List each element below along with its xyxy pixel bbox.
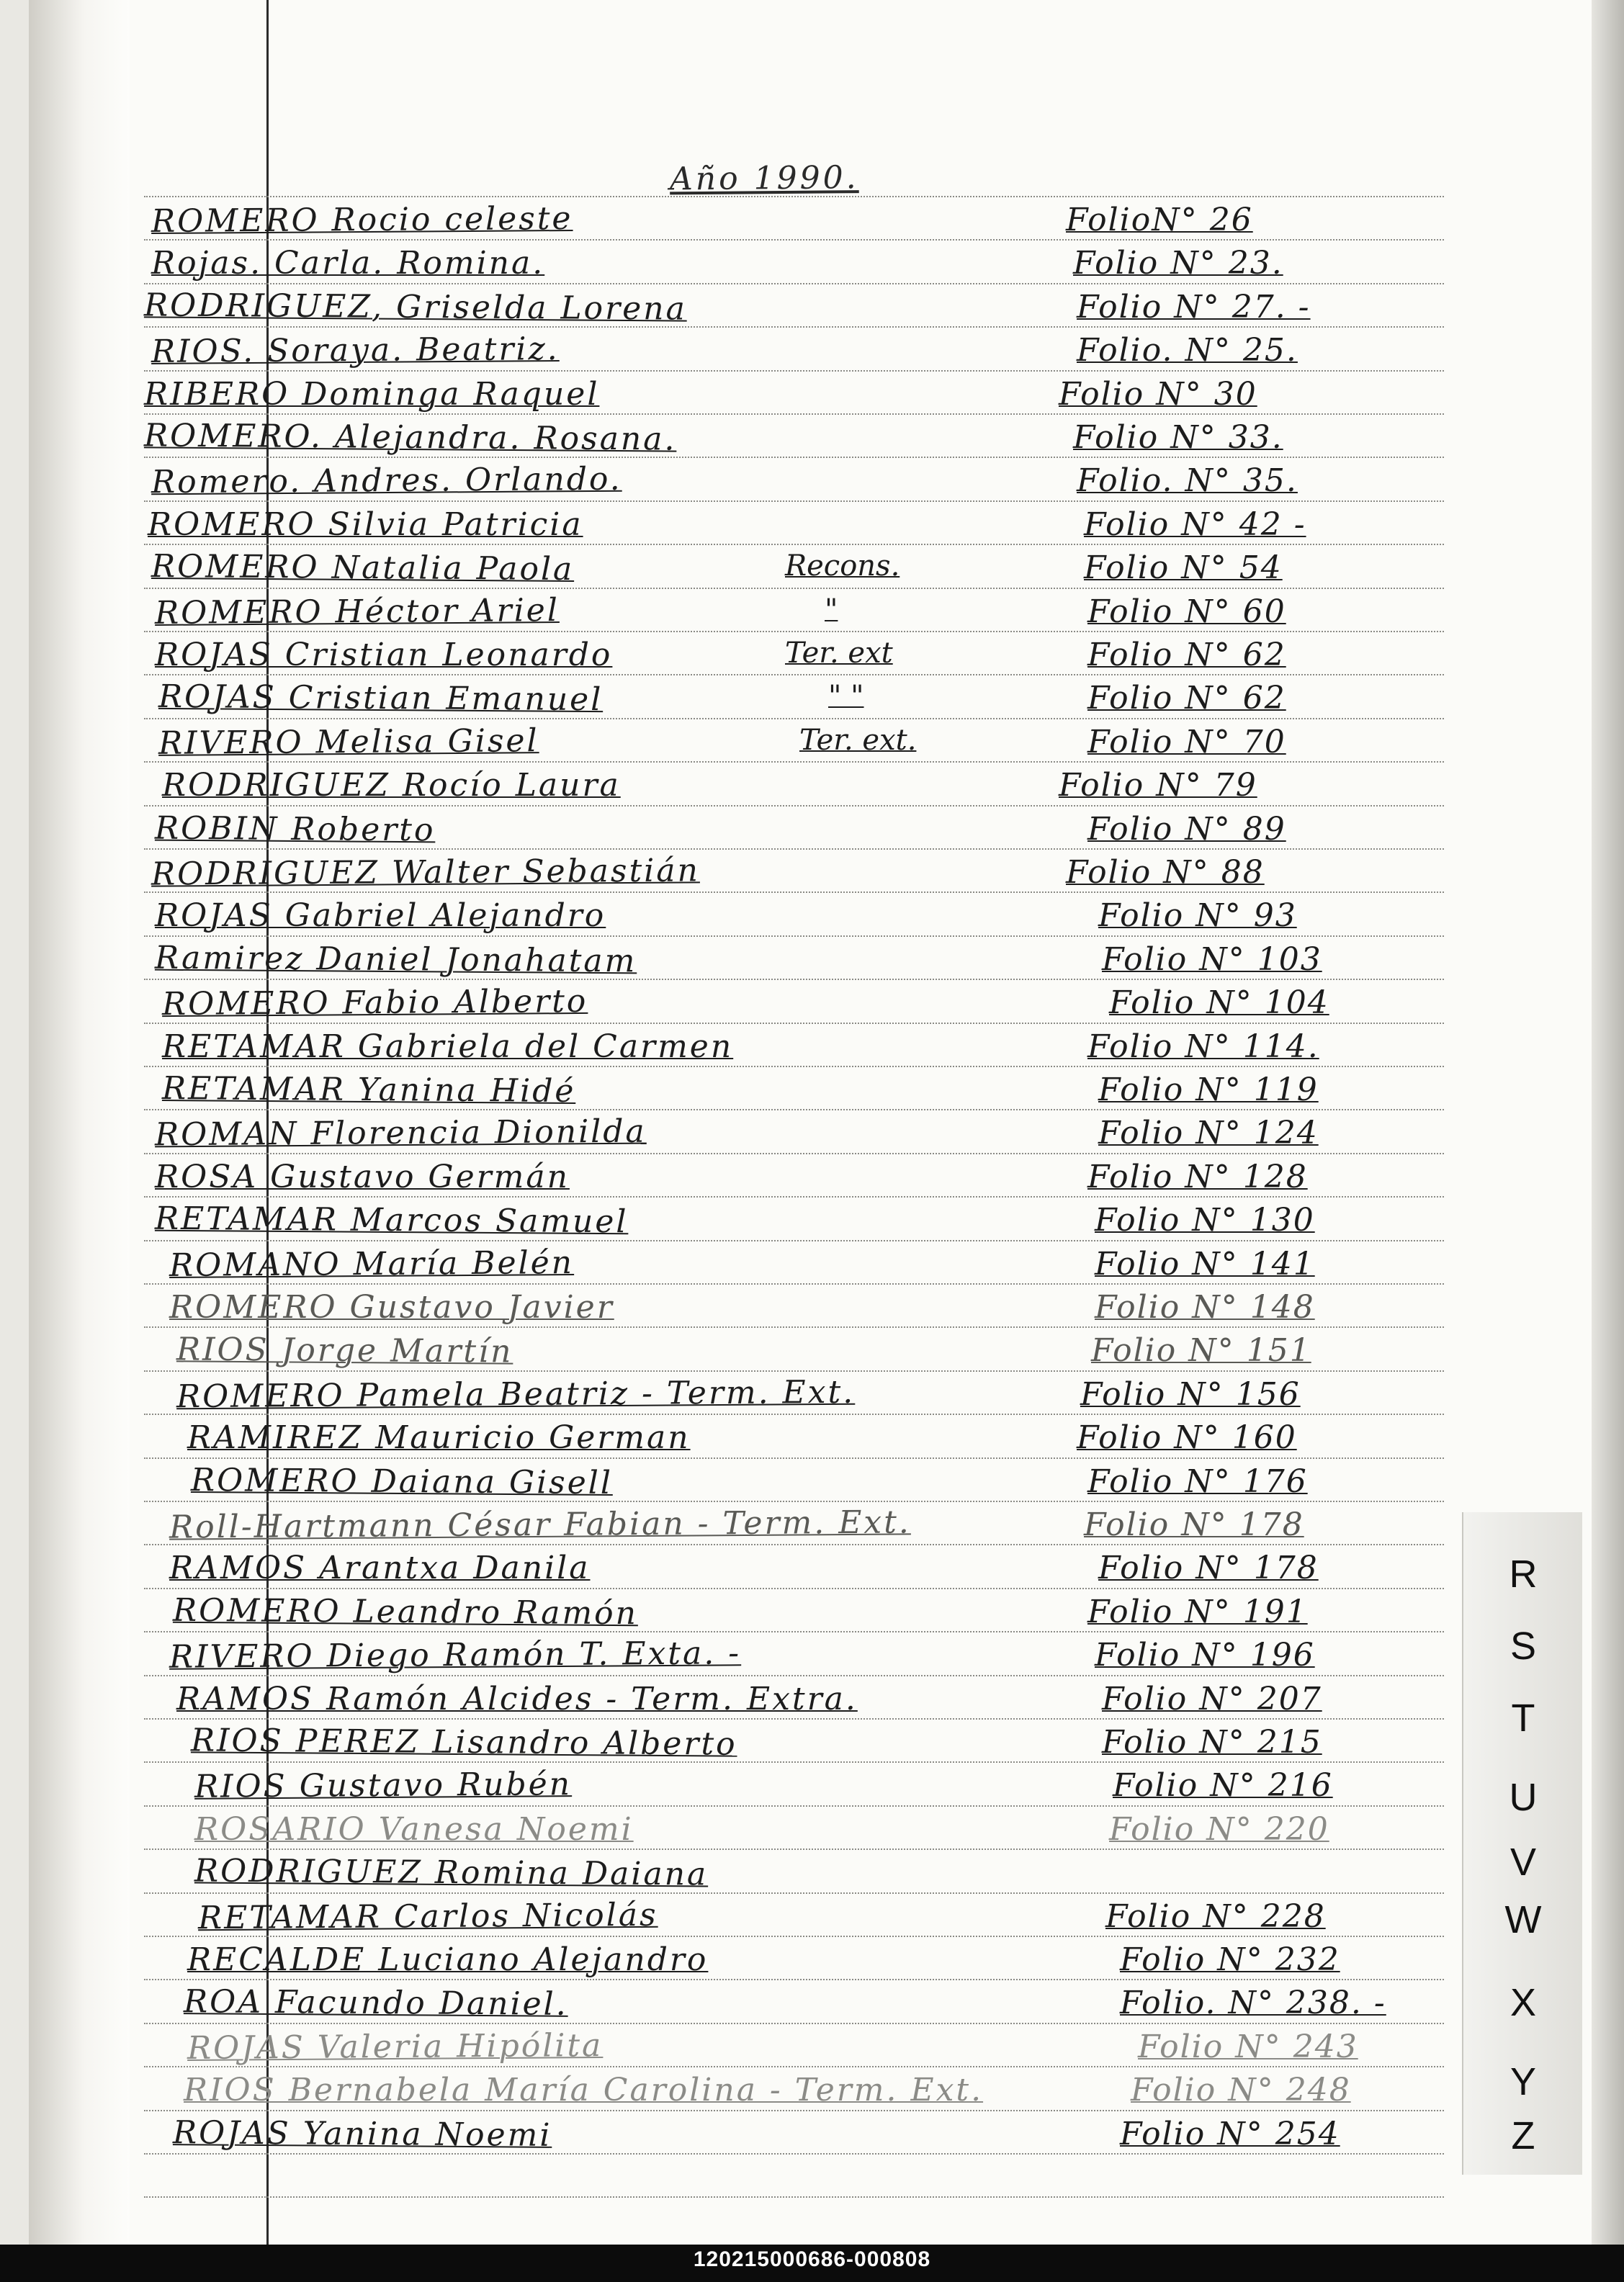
ruled-line bbox=[144, 805, 1444, 807]
ruled-line bbox=[144, 2153, 1444, 2155]
entry-name: Ramirez Daniel Jonahatam bbox=[154, 939, 637, 980]
entry-name: RETAMAR Carlos Nicolás bbox=[197, 1896, 658, 1937]
entry-note: " bbox=[825, 593, 838, 626]
entry-folio: Folio N° 114. bbox=[1087, 1028, 1319, 1065]
index-tab-s[interactable]: S bbox=[1509, 1625, 1537, 1668]
entry-name: RETAMAR Yanina Hidé bbox=[161, 1069, 576, 1110]
ruled-line bbox=[144, 239, 1444, 241]
entry-name: RIVERO Melisa Gisel bbox=[158, 722, 539, 762]
entry-name: ROA Facundo Daniel. bbox=[183, 1983, 568, 2023]
ruled-line bbox=[144, 1805, 1444, 1807]
entry-name: RECALDE Luciano Alejandro bbox=[187, 1941, 709, 1978]
entry-folio: Folio N° 104 bbox=[1109, 984, 1329, 1021]
entry-folio: Folio N° 62 bbox=[1087, 680, 1286, 717]
entry-name: RAMOS Ramón Alcides - Term. Extra. bbox=[176, 1681, 858, 1717]
entry-note: Ter. ext bbox=[785, 637, 893, 670]
entry-folio: Folio N° 215 bbox=[1102, 1724, 1322, 1761]
entry-name: ROJAS Cristian Emanuel bbox=[158, 678, 604, 719]
entry-folio: Folio N° 93 bbox=[1098, 897, 1297, 934]
entry-folio: Folio N° 60 bbox=[1087, 593, 1286, 630]
index-tab-z[interactable]: Z bbox=[1511, 2114, 1535, 2157]
ruled-line bbox=[144, 1631, 1444, 1632]
entry-folio: Folio N° 216 bbox=[1113, 1767, 1333, 1804]
entry-folio: Folio N° 124 bbox=[1098, 1115, 1319, 1151]
entry-name: RIOS PEREZ Lisandro Alberto bbox=[190, 1722, 737, 1763]
ruled-line bbox=[144, 1153, 1444, 1154]
book-binding bbox=[0, 0, 30, 2282]
page-fold bbox=[29, 0, 130, 2282]
ruled-line bbox=[144, 1588, 1444, 1589]
entry-folio: Folio N° 160 bbox=[1077, 1419, 1297, 1456]
entry-folio: Folio N° 176 bbox=[1087, 1463, 1308, 1500]
entry-folio: Folio N° 33. bbox=[1073, 419, 1283, 456]
entry-folio: Folio N° 89 bbox=[1087, 811, 1286, 848]
index-tab-t[interactable]: T bbox=[1511, 1697, 1535, 1740]
entry-folio: Folio N° 119 bbox=[1098, 1072, 1319, 1108]
entry-folio: Folio N° 27. - bbox=[1077, 289, 1311, 325]
entry-name: RIOS Bernabela María Carolina - Term. Ext. bbox=[184, 2072, 984, 2108]
ruled-line bbox=[144, 370, 1444, 372]
entry-folio: Folio N° 130 bbox=[1095, 1202, 1315, 1239]
entry-name: ROMERO Silvia Patricia bbox=[148, 506, 583, 543]
ruled-line bbox=[144, 1979, 1444, 1980]
entry-folio: Folio N° 62 bbox=[1087, 637, 1286, 673]
ruled-line bbox=[144, 326, 1444, 328]
page-edge bbox=[1592, 0, 1624, 2245]
entry-folio: Folio N° 207 bbox=[1102, 1681, 1322, 1717]
entry-name: RAMIREZ Mauricio German bbox=[187, 1419, 691, 1456]
entry-folio: Folio N° 191 bbox=[1087, 1594, 1308, 1630]
entry-name: ROMERO Natalia Paola bbox=[151, 547, 575, 588]
entry-name: RETAMAR Marcos Samuel bbox=[154, 1200, 629, 1241]
ruled-line bbox=[144, 1892, 1444, 1894]
entry-name: ROMANO María Belén bbox=[169, 1244, 575, 1284]
entry-note: Recons. bbox=[785, 549, 900, 583]
entry-name: ROMAN Florencia Dionilda bbox=[154, 1113, 647, 1154]
entry-name: RIOS. Soraya. Beatriz. bbox=[151, 331, 560, 370]
entry-folio: Folio N° 30 bbox=[1059, 376, 1257, 413]
entry-name: RODRIGUEZ Walter Sebastián bbox=[151, 852, 700, 893]
entry-folio: Folio N° 178 bbox=[1084, 1506, 1304, 1543]
entry-name: RIBERO Dominga Raquel bbox=[144, 376, 600, 413]
entry-folio: Folio N° 228 bbox=[1105, 1898, 1326, 1935]
ruled-line bbox=[144, 1761, 1444, 1763]
ruled-line bbox=[144, 761, 1444, 763]
ruled-line bbox=[144, 1023, 1444, 1024]
entry-folio: Folio N° 70 bbox=[1087, 724, 1286, 760]
entry-folio: FolioN° 26 bbox=[1066, 202, 1253, 238]
index-tab-y[interactable]: Y bbox=[1509, 2060, 1537, 2103]
entry-name: ROJAS Gabriel Alejandro bbox=[155, 897, 606, 934]
entry-folio: Folio. N° 25. bbox=[1077, 332, 1298, 369]
ruled-line bbox=[144, 848, 1444, 850]
ruled-line bbox=[144, 1196, 1444, 1198]
ruled-line bbox=[144, 2110, 1444, 2111]
ruled-line bbox=[144, 1718, 1444, 1720]
ruled-line bbox=[144, 1326, 1444, 1328]
ruled-line bbox=[144, 1675, 1444, 1676]
entry-name: RIOS Gustavo Rubén bbox=[194, 1766, 573, 1805]
entry-folio: Folio N° 196 bbox=[1095, 1637, 1315, 1674]
entry-name: ROMERO. Alejandra. Rosana. bbox=[143, 417, 677, 458]
entry-folio: Folio N° 243 bbox=[1138, 2029, 1358, 2065]
entry-name: RETAMAR Gabriela del Carmen bbox=[162, 1028, 734, 1065]
index-tab-w[interactable]: W bbox=[1504, 1898, 1542, 1941]
ruled-line bbox=[144, 1370, 1444, 1372]
entry-folio: Folio N° 248 bbox=[1131, 2072, 1351, 2108]
entry-name: ROMERO Daiana Gisell bbox=[190, 1461, 614, 1502]
entry-folio: Folio N° 79 bbox=[1059, 767, 1257, 804]
entry-name: RIOS Jorge Martín bbox=[176, 1331, 513, 1370]
index-tab-x[interactable]: X bbox=[1509, 1981, 1537, 2024]
entry-folio: Folio N° 220 bbox=[1109, 1811, 1329, 1848]
index-tab-r[interactable]: R bbox=[1509, 1553, 1538, 1596]
entry-name: ROJAS Valeria Hipólita bbox=[187, 2026, 604, 2067]
entry-folio: Folio N° 88 bbox=[1066, 854, 1265, 891]
ruled-line bbox=[144, 935, 1444, 937]
ruled-line bbox=[144, 631, 1444, 632]
ruled-line bbox=[144, 1240, 1444, 1241]
entry-name: ROMERO Fabio Alberto bbox=[161, 982, 588, 1023]
entry-folio: Folio N° 103 bbox=[1102, 941, 1322, 978]
entry-note: " " bbox=[828, 680, 864, 713]
ruled-line bbox=[144, 283, 1444, 284]
entry-name: Romero. Andres. Orlando. bbox=[151, 460, 622, 501]
entry-name: RODRIGUEZ Romina Daiana bbox=[194, 1852, 709, 1893]
ruled-line bbox=[144, 1066, 1444, 1067]
ruled-line bbox=[144, 1109, 1444, 1110]
index-tab-v[interactable]: V bbox=[1509, 1841, 1537, 1884]
ruled-line bbox=[144, 718, 1444, 719]
entry-name: RODRIGUEZ Rocío Laura bbox=[162, 767, 621, 804]
entry-folio: Folio N° 232 bbox=[1120, 1941, 1340, 1978]
entry-note: Ter. ext. bbox=[799, 724, 917, 757]
entry-name: ROMERO Leandro Ramón bbox=[172, 1591, 639, 1632]
ruled-line bbox=[144, 979, 1444, 980]
entry-folio: Folio N° 42 - bbox=[1084, 506, 1306, 543]
ruled-line bbox=[144, 500, 1444, 502]
entry-folio: Folio N° 151 bbox=[1091, 1332, 1311, 1369]
entry-folio: Folio N° 54 bbox=[1084, 549, 1283, 586]
ruled-line bbox=[144, 413, 1444, 415]
entry-folio: Folio N° 23. bbox=[1073, 245, 1283, 282]
entry-folio: Folio N° 178 bbox=[1098, 1550, 1319, 1586]
entry-name: Roll-Hartmann César Fabian - Term. Ext. bbox=[169, 1504, 911, 1546]
ruled-line bbox=[144, 2196, 1444, 2198]
entry-name: Rojas. Carla. Romina. bbox=[151, 245, 545, 282]
ruled-line bbox=[144, 891, 1444, 893]
entry-folio: Folio N° 156 bbox=[1080, 1376, 1301, 1413]
ruled-line bbox=[144, 588, 1444, 589]
ruled-line bbox=[144, 1936, 1444, 1937]
entry-name: ROSA Gustavo Germán bbox=[155, 1159, 570, 1195]
entry-name: RODRIGUEZ, Griselda Lorena bbox=[143, 287, 687, 328]
ruled-line bbox=[144, 1501, 1444, 1502]
entry-name: ROMERO Rocio celeste bbox=[151, 199, 573, 241]
entry-folio: Folio N° 141 bbox=[1095, 1246, 1315, 1282]
entry-name: ROJAS Cristian Leonardo bbox=[155, 637, 613, 673]
entry-folio: Folio. N° 35. bbox=[1077, 462, 1298, 499]
ruled-line bbox=[144, 2066, 1444, 2067]
entry-name: ROBIN Roberto bbox=[154, 809, 436, 849]
entry-name: ROJAS Yanina Noemi bbox=[172, 2114, 552, 2154]
entry-folio: Folio N° 148 bbox=[1095, 1289, 1315, 1326]
entry-name: ROMERO Héctor Ariel bbox=[154, 592, 560, 632]
ruled-line bbox=[144, 1848, 1444, 1850]
ruled-line bbox=[144, 457, 1444, 458]
entry-folio: Folio N° 128 bbox=[1087, 1159, 1308, 1195]
ruled-line bbox=[144, 1457, 1444, 1459]
entry-folio: Folio. N° 238. - bbox=[1120, 1985, 1386, 2021]
index-tab-u[interactable]: U bbox=[1509, 1776, 1538, 1819]
page-title: Año 1990. bbox=[669, 159, 859, 198]
ruled-line bbox=[144, 2023, 1444, 2024]
entry-folio: Folio N° 254 bbox=[1120, 2116, 1340, 2152]
ruled-line bbox=[144, 674, 1444, 675]
ruled-line bbox=[144, 1283, 1444, 1285]
entry-name: RAMOS Arantxa Danila bbox=[169, 1550, 591, 1586]
entry-name: RIVERO Diego Ramón T. Exta. - bbox=[169, 1635, 742, 1676]
entry-name: ROMERO Gustavo Javier bbox=[169, 1289, 614, 1326]
entry-name: ROMERO Pamela Beatriz - Term. Ext. bbox=[176, 1373, 856, 1416]
entry-name: ROSARIO Vanesa Noemi bbox=[194, 1811, 634, 1848]
barcode-id: 120215000686-000808 bbox=[693, 2247, 931, 2271]
ruled-line bbox=[144, 544, 1444, 545]
